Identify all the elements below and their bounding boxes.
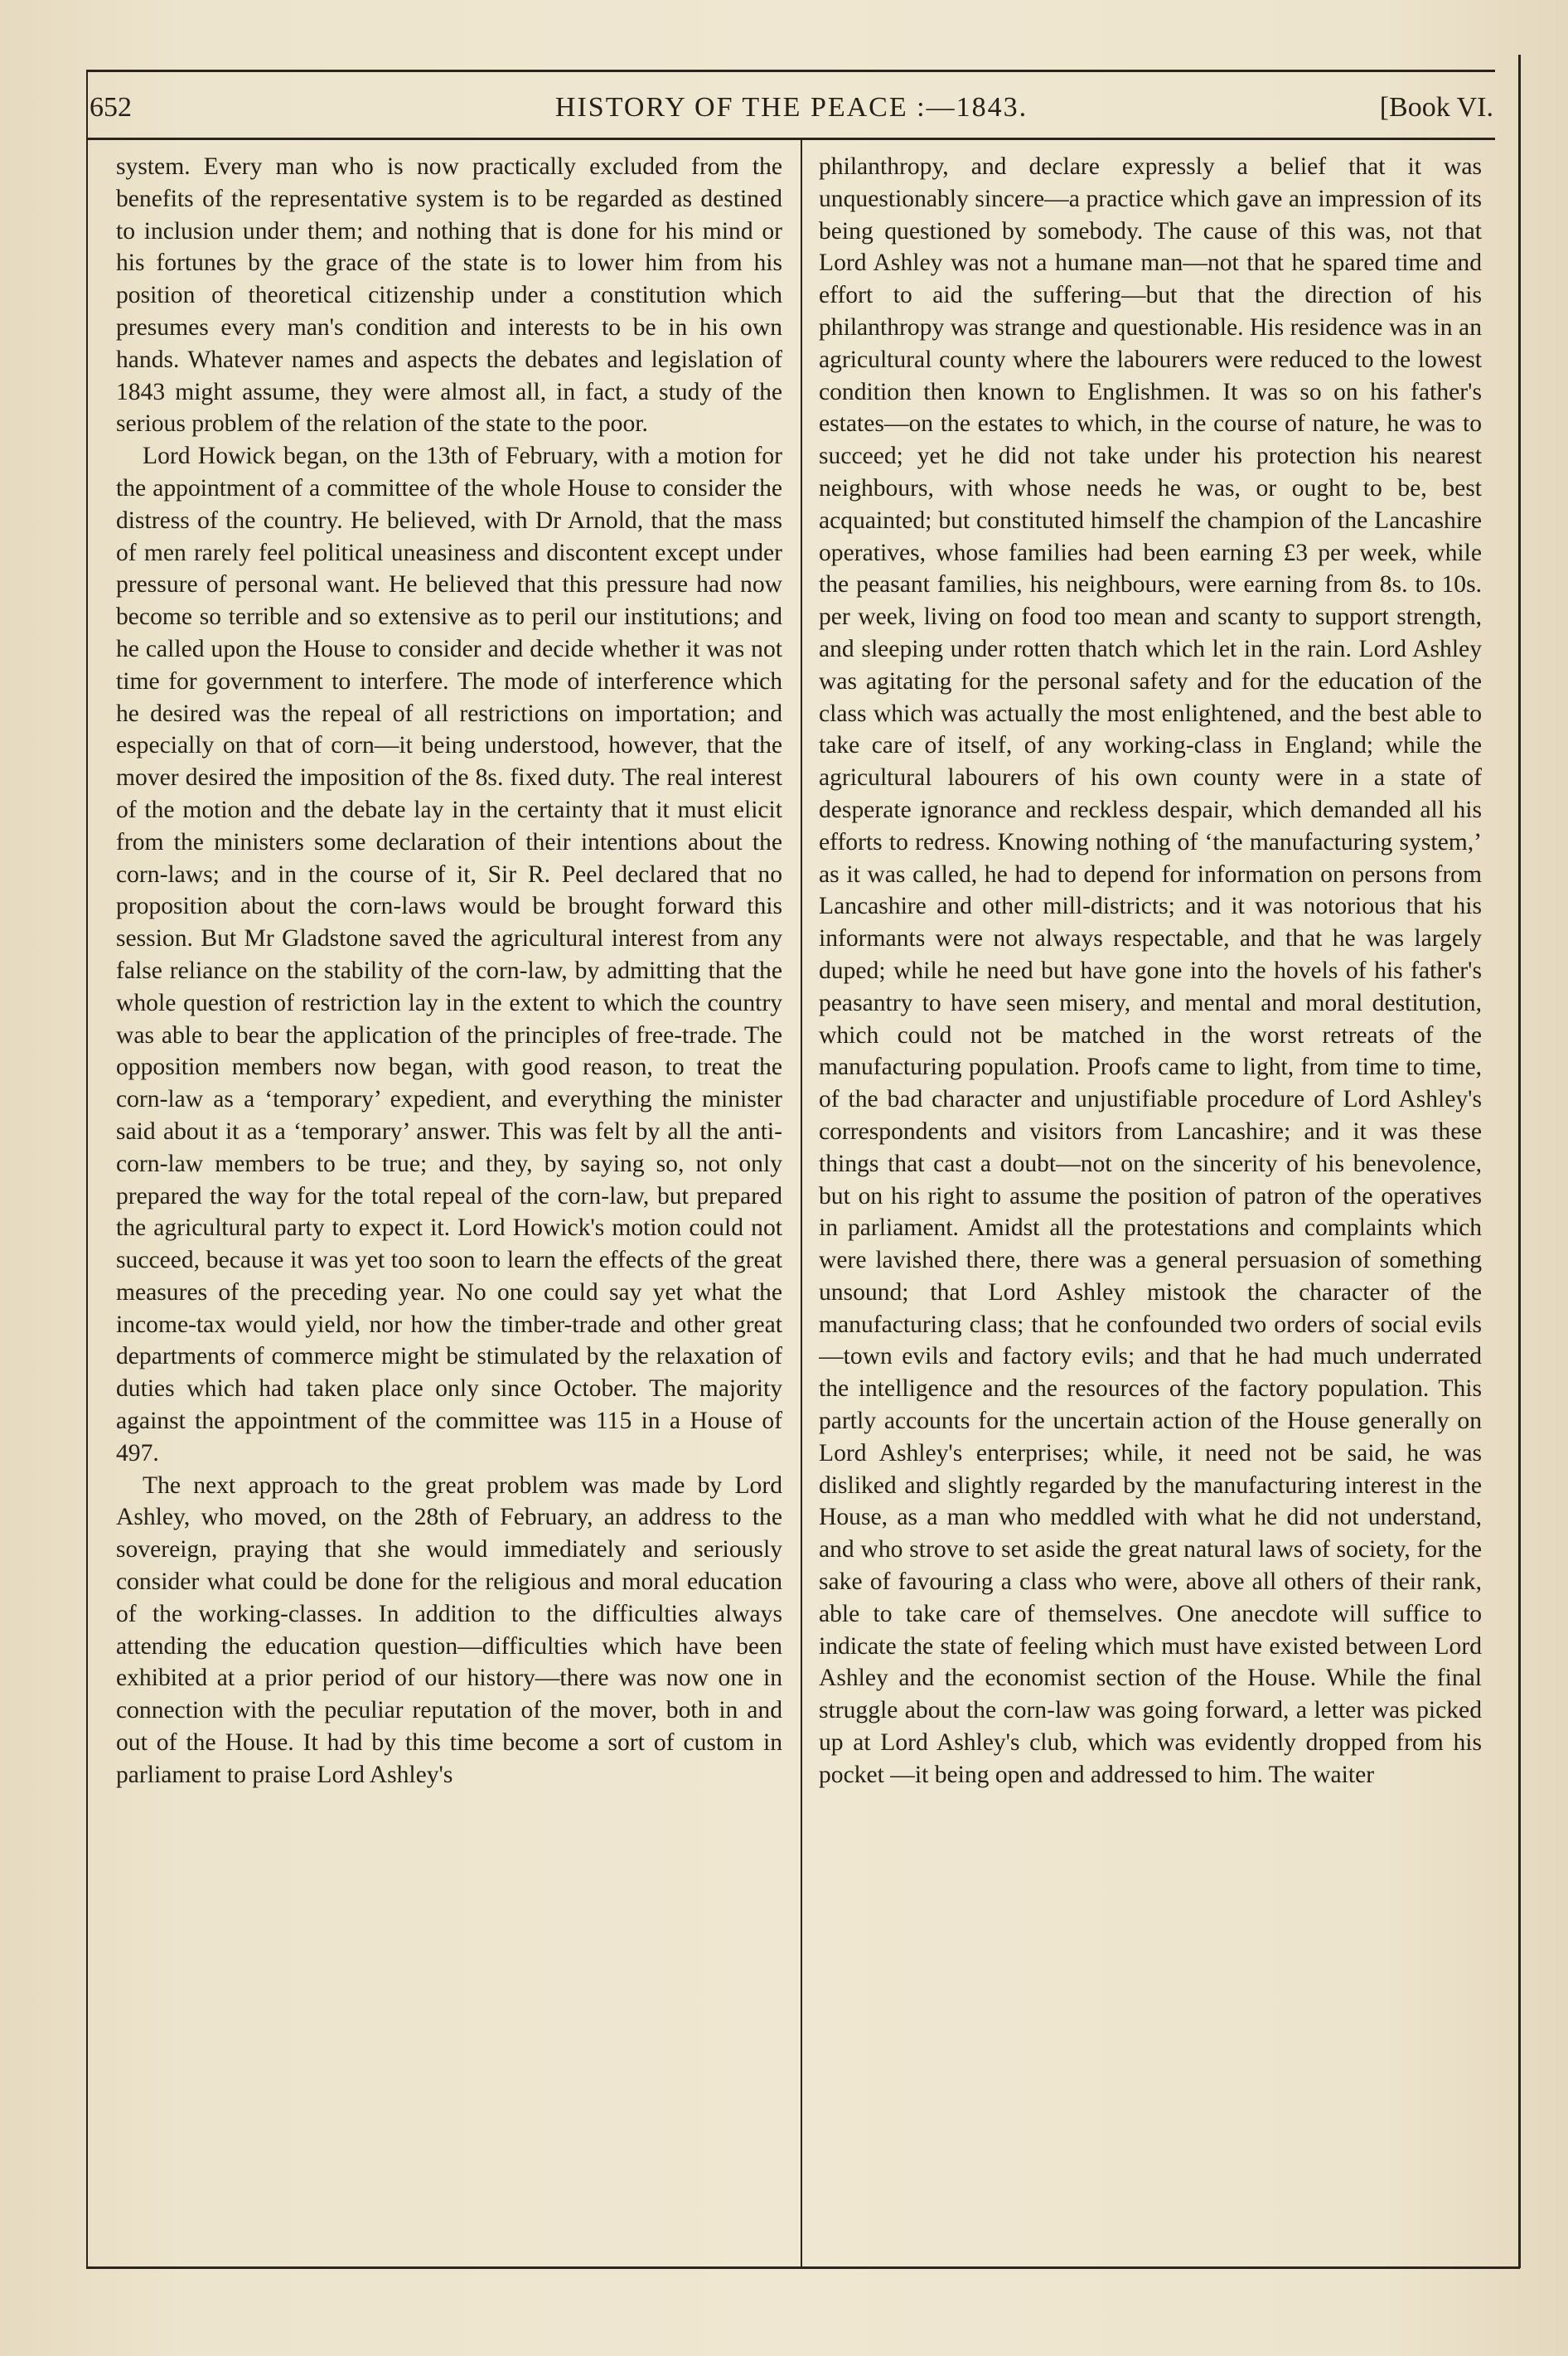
paragraph: Lord Howick began, on the 13th of February, with a motion for the appointment of a committee of the whole House to consider the distress of the country. He believed, with Dr Arnold, that the mass of men rarely feel political uneasiness and discontent except under pressure of personal want. He believed that this pressure had now become so terrible and so extensive as to peril our institutions; and he called upon the House to consider and decide whether it was not time for government to interfere. The mode of interference which he desired was the repeal of all restrictions on importation; and especially on that of corn—it being understood, however, that the mover desired the imposition of the 8s. fixed duty. The real interest of the motion and the debate lay in the certainty that it must elicit from the ministers some declaration of their intentions about the corn-laws; and in the course of it, Sir R. Peel declared that no proposition about the corn-laws would be brought forward this session. But Mr Gladstone saved the agricultural interest from any false reliance on the stability of the corn-law, by admitting that the whole question of restriction lay in the extent to which the country was able to bear the application of the principles of free-trade. The opposition members now began, with good reason, to treat the corn-law as a ‘temporary’ expedient, and everything the minister said about it as a ‘temporary’ answer. This was felt by all the anti-corn-law members to be true; and they, by saying so, not only prepared the way for the total repeal of the corn-law, but prepared the agricultural party to expect it. Lord Howick's motion could not succeed, because it was yet too soon to learn the effects of the great measures of the preceding year. No one could say yet what the income-tax would yield, nor how the timber-trade and other great departments of commerce might be stimulated by the relaxation of duties which had taken place only since October. The majority against the appointment of the committee was 115 in a House of 497. [116, 443, 782, 1466]
running-title: HISTORY OF THE PEACE :—1843. [554, 92, 1028, 123]
running-header [90, 83, 1493, 133]
book-label: [Book VI. [1379, 92, 1493, 123]
right-column [819, 151, 1482, 2257]
bottom-border-rule [86, 2266, 1520, 2269]
column-divider [801, 139, 802, 2266]
page-number: 652 [90, 92, 132, 123]
left-column [116, 151, 782, 2257]
left-border-rule [86, 70, 88, 2266]
top-border-rule [86, 70, 1495, 72]
header-rule [86, 138, 1495, 140]
right-border-rule [1518, 55, 1521, 2268]
paragraph: philanthropy, and declare expressly a belief that it was unquestionably sincere—a practice which gave an impression of its being questioned by somebody. The cause of this was, not that Lord Ashley was not a humane man—not that he spared time and effort to aid the suffering—but that the direction of his philanthropy was strange and questionable. His residence was in an agricultural county where the labourers were reduced to the lowest condition then known to Englishmen. It was so on his father's estates—on the estates to which, in the course of nature, he was to succeed; yet he did not take under his protection his nearest neighbours, with whose needs he was, or ought to be, best acquainted; but constituted himself the champion of the Lancashire operatives, whose families had been earning £3 per week, while the peasant families, his neighbours, were earning from 8s. to 10s. per week, living on food too mean and scanty to support strength, and sleeping under rotten thatch which let in the rain. Lord Ashley was agitating for the personal safety and for the education of the class which was actually the most enlightened, and the best able to take care of itself, of any working-class in England; while the agricultural labourers of his own county were in a state of desperate ignorance and reckless despair, which demanded all his efforts to redress. Knowing nothing of ‘the manufacturing system,’ as it was called, he had to depend for information on persons from Lancashire and other mill-districts; and it was notorious that his informants were not always respectable, and that he was largely duped; while he need but have gone into the hovels of his father's peasantry to have seen misery, and mental and moral destitution, which could not be matched in the worst retreats of the manufacturing population. Proofs came to light, from time to time, of the bad character and unjustifiable procedure of Lord Ashley's correspondents and visitors from Lancashire; and it was these things that cast a doubt—not on the sincerity of his benevolence, but on his right to assume the position of patron of the operatives in parliament. Amidst all the protestations and complaints which were lavished there, there was a general persuasion of something unsound; that Lord Ashley mistook the character of the manufacturing class; that he confounded two orders of social evils—town evils and factory evils; and that he had much underrated the intelligence and the resources of the factory population. This partly accounts for the uncertain action of the House generally on Lord Ashley's enterprises; while, it need not be said, he was disliked and slightly regarded by the manufacturing interest in the House, as a man who meddled with what he did not understand, and who strove to set aside the great natural laws of society, for the sake of favouring a class who were, above all others of their rank, able to take care of themselves. One anecdote will suffice to indicate the state of feeling which must have existed between Lord Ashley and the economist section of the House. While the final struggle about the corn-law was going forward, a letter was picked up at Lord Ashley's club, which was evidently dropped from his pocket —it being open and addressed to him. The waiter [819, 153, 1482, 1788]
paragraph: The next approach to the great problem was made by Lord Ashley, who moved, on the 28th of February, an address to the sovereign, praying that she would immediately and seriously consider what could be done for the religious and moral education of the working-classes. In addition to the difficulties always attending the education question—difficulties which have been exhibited at a prior period of our history—there was now one in connection with the peculiar reputation of the mover, both in and out of the House. It had by this time become a sort of custom in parliament to praise Lord Ashley's [116, 1471, 782, 1788]
paragraph: system. Every man who is now practically excluded from the benefits of the representative system is to be regarded as destined to inclusion under them; and nothing that is done for his mind or his fortunes by the grace of the state is to lower him from his position of theoretical citizenship under a constitution which presumes every man's condition and interests to be in his own hands. Whatever names and aspects the debates and legislation of 1843 might assume, they were almost all, in fact, a study of the serious problem of the relation of the state to the poor. [116, 153, 782, 438]
